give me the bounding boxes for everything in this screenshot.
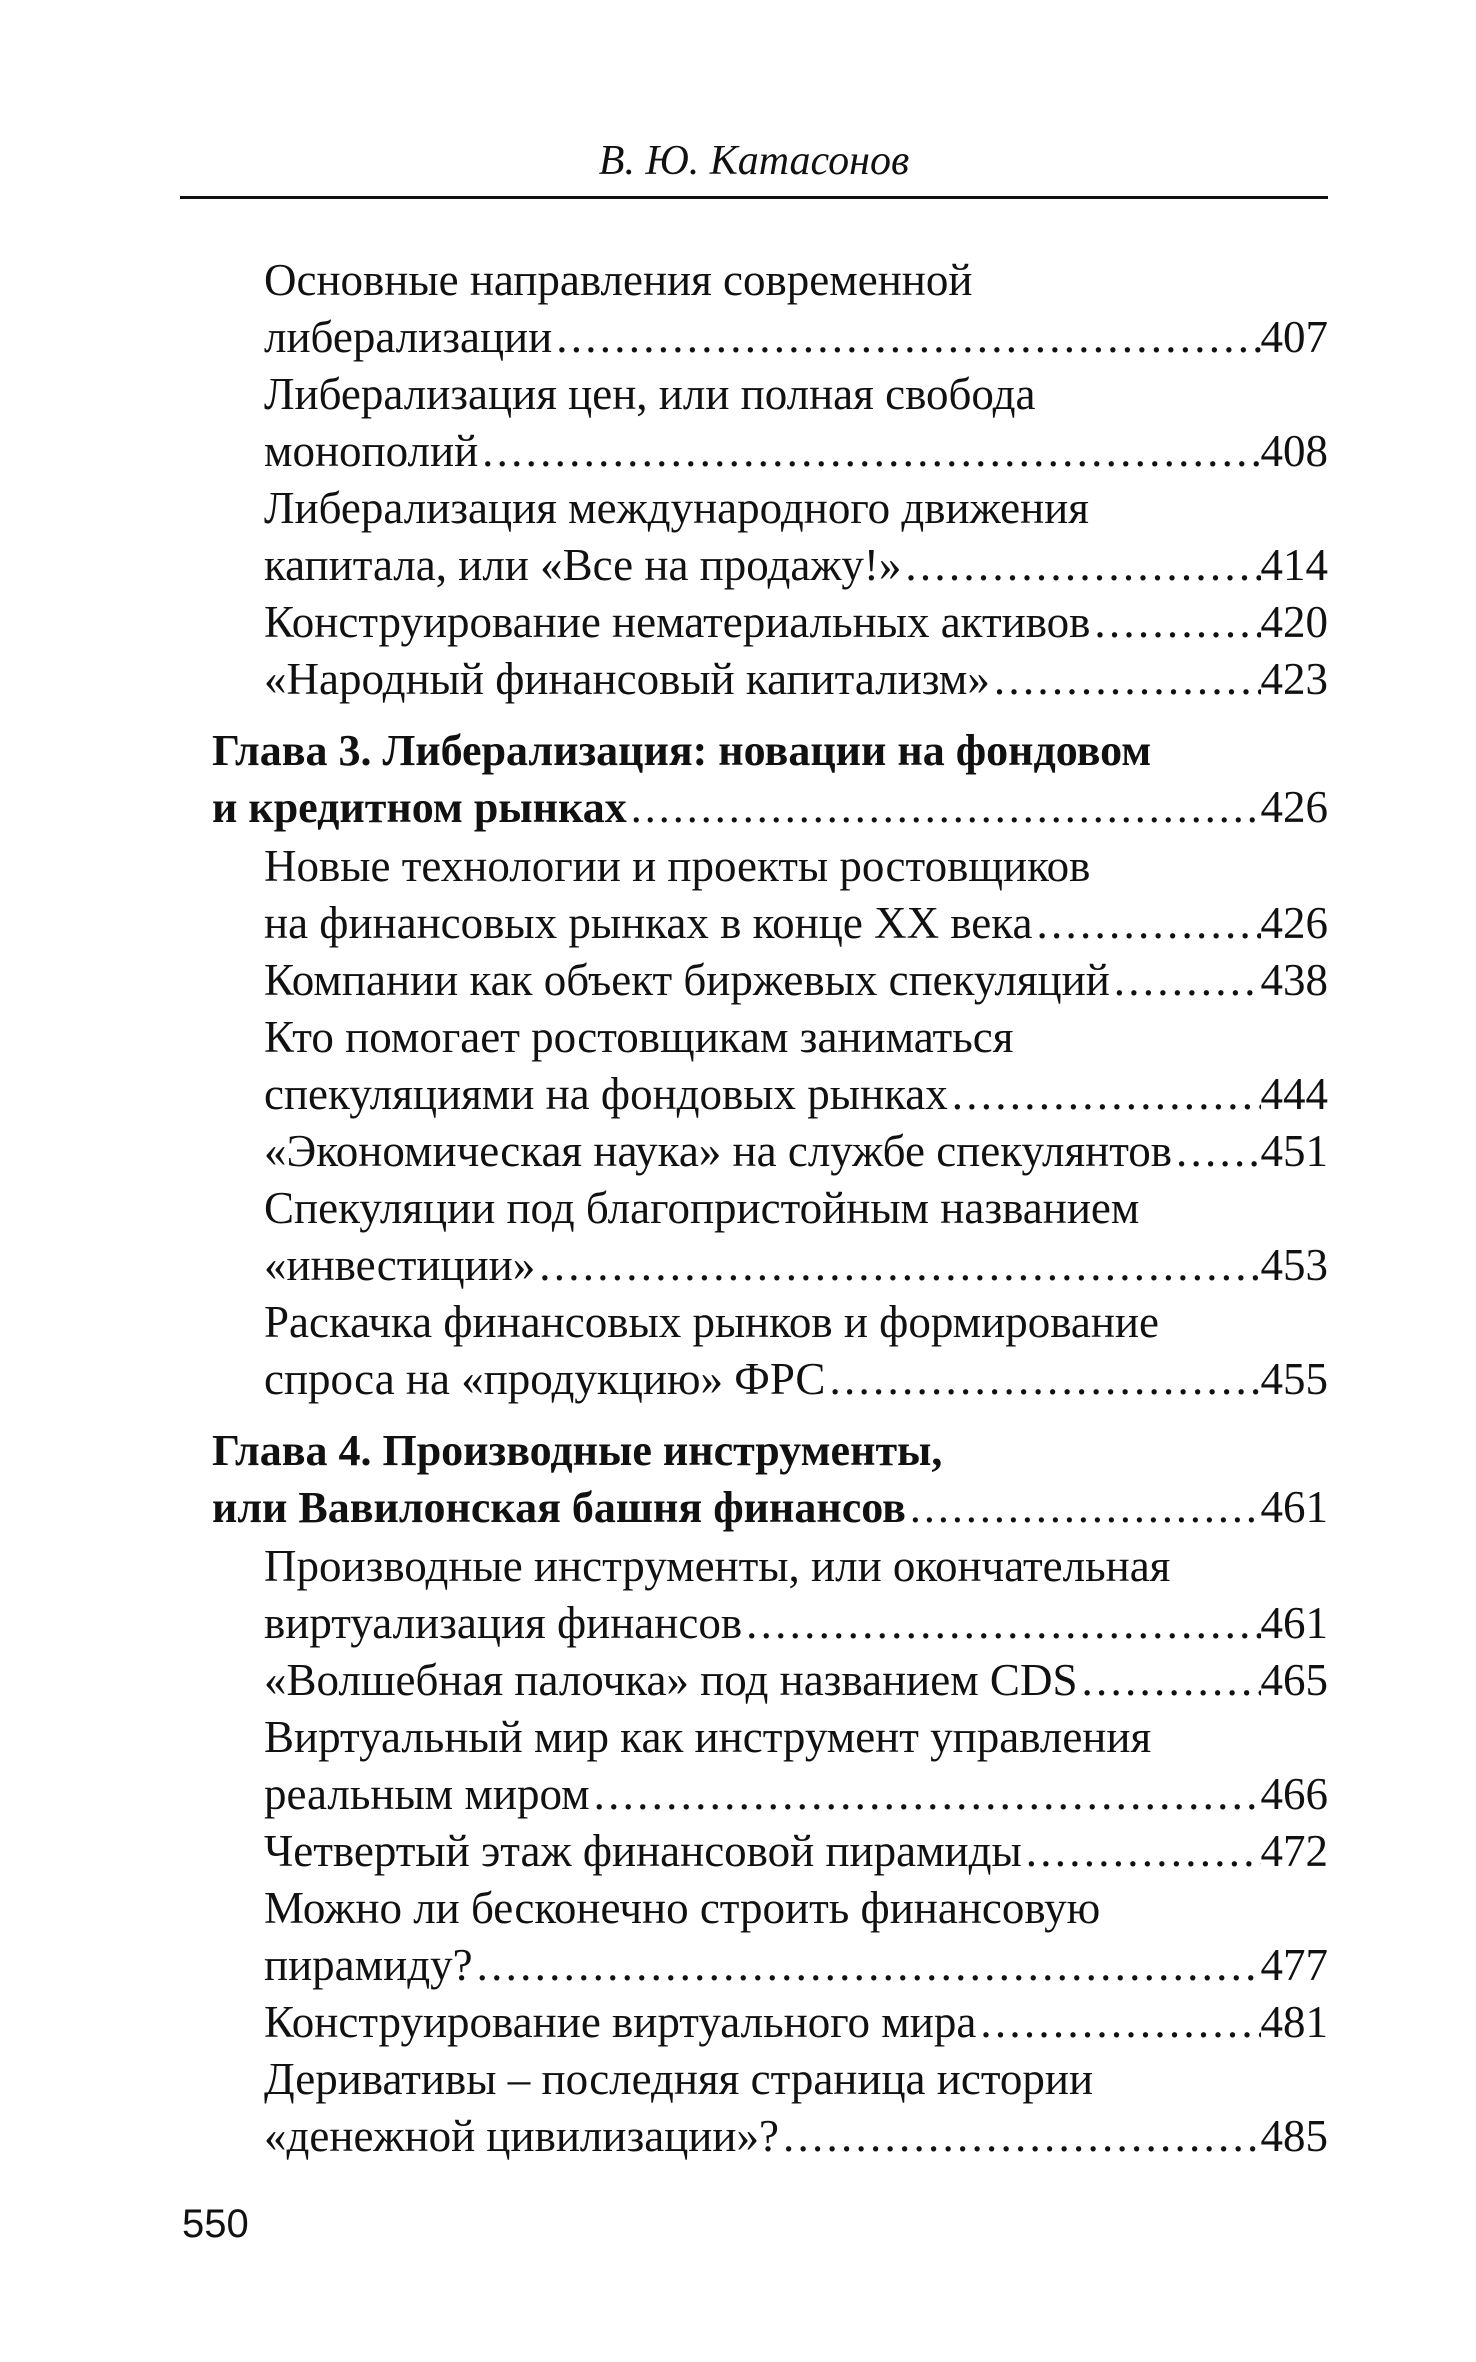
toc-entry-title: Конструирование нематериальных активов — [264, 597, 1091, 647]
toc-page-number: 451 — [1260, 1126, 1328, 1176]
dot-leader — [779, 2108, 1261, 2165]
toc-page-number: 414 — [1260, 540, 1328, 590]
toc-entry-title: «Волшебная палочка» под названием CDS — [264, 1655, 1078, 1705]
toc-entry-title: спроса на «продукцию» ФРС — [264, 1354, 826, 1404]
toc-entry-last-line — [212, 1479, 1328, 1536]
toc-section-entry — [212, 838, 1328, 952]
toc-entry-last-line — [264, 309, 1328, 366]
toc-entry-title: «денежной цивилизации»? — [264, 2111, 779, 2161]
toc-page-number: 477 — [1260, 1940, 1328, 1990]
toc-section-entry — [212, 1294, 1328, 1408]
toc-entry-last-line — [264, 1237, 1328, 1294]
toc-entry-last-line — [264, 537, 1328, 594]
toc-entry-last-line — [264, 651, 1328, 708]
toc-entry-last-line — [212, 779, 1328, 836]
toc-entry-title-line: Кто помогает ростовщикам заниматься — [264, 1012, 1014, 1062]
toc-entry-last-line — [264, 952, 1328, 1009]
toc-entry-title-line: Новые технологии и проекты ростовщиков — [264, 841, 1091, 891]
dot-leader — [1090, 594, 1260, 651]
toc-page-number: 426 — [1260, 898, 1328, 948]
toc-section-entry — [212, 651, 1328, 708]
dot-leader — [1172, 1123, 1260, 1180]
header-rule — [180, 196, 1328, 199]
toc-entry-title: либерализации — [264, 312, 553, 362]
toc-entry-last-line — [264, 1994, 1328, 2051]
toc-entry-last-line — [264, 895, 1328, 952]
toc-page-number: 466 — [1260, 1769, 1328, 1819]
toc-chapter-entry — [212, 1422, 1328, 1536]
toc-entry-title: реальным миром — [264, 1769, 590, 1819]
toc-entry-title: на финансовых рынках в конце XX века — [264, 898, 1033, 948]
toc-entry-title: «инвестиции» — [264, 1240, 536, 1290]
toc-page-number: 438 — [1260, 955, 1328, 1005]
toc-page-number: 426 — [1260, 782, 1328, 832]
toc-entry-title: пирамиду? — [264, 1940, 473, 1990]
dot-leader — [478, 423, 1260, 480]
toc-entry-last-line — [264, 1351, 1328, 1408]
toc-entry-last-line — [264, 1652, 1328, 1709]
toc-section-entry — [212, 1538, 1328, 1652]
toc-page-number: 455 — [1260, 1354, 1328, 1404]
toc-page-number: 465 — [1260, 1655, 1328, 1705]
dot-leader — [535, 1237, 1260, 1294]
toc-section-entry — [212, 1123, 1328, 1180]
toc-entry-last-line — [264, 2108, 1328, 2165]
toc-entry-title: монополий — [264, 426, 479, 476]
toc-entry-title: Четвертый этаж финансовой пирамиды — [264, 1826, 1022, 1876]
toc-page-number: 444 — [1260, 1069, 1328, 1119]
toc-entry-title-line: Основные направления современной — [264, 255, 973, 305]
dot-leader — [590, 1766, 1261, 1823]
toc-page-number: 461 — [1260, 1482, 1328, 1532]
toc-page-number: 461 — [1260, 1598, 1328, 1648]
dot-leader — [742, 1595, 1260, 1652]
toc-section-entry — [212, 594, 1328, 651]
dot-leader — [1032, 895, 1260, 952]
toc-page-number: 423 — [1260, 654, 1328, 704]
dot-leader — [825, 1351, 1260, 1408]
dot-leader — [976, 1994, 1260, 2051]
dot-leader — [948, 1066, 1261, 1123]
toc-page-number: 453 — [1260, 1240, 1328, 1290]
toc-entry-last-line — [264, 1766, 1328, 1823]
toc-section-entry — [212, 252, 1328, 366]
toc-entry-title-line: Глава 4. Производные инструменты, — [212, 1426, 943, 1475]
toc-entry-title: виртуализация финансов — [264, 1598, 743, 1648]
page-number: 550 — [182, 2202, 249, 2246]
toc-section-entry — [212, 1823, 1328, 1880]
toc-entry-title: капитала, или «Все на продажу!» — [264, 540, 902, 590]
toc-section-entry — [212, 1880, 1328, 1994]
toc-entry-title: «Экономическая наука» на службе спекулянтов — [264, 1126, 1173, 1176]
toc-entry-title: Конструирование виртуального мира — [264, 1997, 977, 2047]
toc-entry-title-line: Либерализация международного движения — [264, 483, 1089, 533]
toc-entry-title: и кредитном рынках — [212, 783, 627, 832]
dot-leader — [906, 1479, 1261, 1536]
toc-entry-title: Компании как объект биржевых спекуляций — [264, 955, 1110, 1005]
toc-page-number: 472 — [1260, 1826, 1328, 1876]
running-head: В. Ю. Катасонов — [598, 138, 910, 184]
toc-section-entry — [212, 952, 1328, 1009]
dot-leader — [901, 537, 1260, 594]
toc-entry-title-line: Деривативы – последняя страница истории — [264, 2054, 1094, 2104]
toc-entry-title-line: Глава 3. Либерализация: новации на фондовом — [212, 726, 1152, 775]
toc-entry-last-line — [264, 423, 1328, 480]
toc-page-number: 485 — [1260, 2111, 1328, 2161]
toc-entry-title-line: Виртуальный мир как инструмент управления — [264, 1712, 1152, 1762]
toc-section-entry — [212, 2051, 1328, 2165]
dot-leader — [1077, 1652, 1260, 1709]
toc-page-number: 408 — [1260, 426, 1328, 476]
toc-entry-last-line — [264, 1937, 1328, 1994]
toc-entry-title-line: Можно ли бесконечно строить финансовую — [264, 1883, 1101, 1933]
toc-entry-last-line — [264, 1823, 1328, 1880]
toc-entry-title: спекуляциями на фондовых рынках — [264, 1069, 948, 1119]
toc-entry-title-line: Либерализация цен, или полная свобода — [264, 369, 1036, 419]
dot-leader — [627, 779, 1261, 836]
dot-leader — [1022, 1823, 1261, 1880]
toc-page-number: 407 — [1260, 312, 1328, 362]
toc-section-entry — [212, 1994, 1328, 2051]
toc-entry-last-line — [264, 1595, 1328, 1652]
toc-entry-title: или Вавилонская башня финансов — [212, 1483, 906, 1532]
toc-entry-title-line: Спекуляции под благопристойным названием — [264, 1183, 1140, 1233]
table-of-contents — [212, 252, 1328, 2165]
toc-section-entry — [212, 1180, 1328, 1294]
toc-section-entry — [212, 1709, 1328, 1823]
toc-section-entry — [212, 366, 1328, 480]
toc-chapter-entry — [212, 722, 1328, 836]
toc-section-entry — [212, 480, 1328, 594]
dot-leader — [473, 1937, 1261, 1994]
toc-entry-last-line — [264, 1066, 1328, 1123]
toc-entry-title-line: Раскачка финансовых рынков и формирование — [264, 1297, 1159, 1347]
toc-section-entry — [212, 1009, 1328, 1123]
toc-section-entry — [212, 1652, 1328, 1709]
toc-entry-title: «Народный финансовый капитализм» — [264, 654, 990, 704]
toc-entry-last-line — [264, 1123, 1328, 1180]
toc-page-number: 481 — [1260, 1997, 1328, 2047]
dot-leader — [552, 309, 1260, 366]
toc-page-number: 420 — [1260, 597, 1328, 647]
toc-entry-title-line: Производные инструменты, или окончательная — [264, 1541, 1171, 1591]
dot-leader — [1110, 952, 1261, 1009]
toc-entry-last-line — [264, 594, 1328, 651]
dot-leader — [990, 651, 1261, 708]
